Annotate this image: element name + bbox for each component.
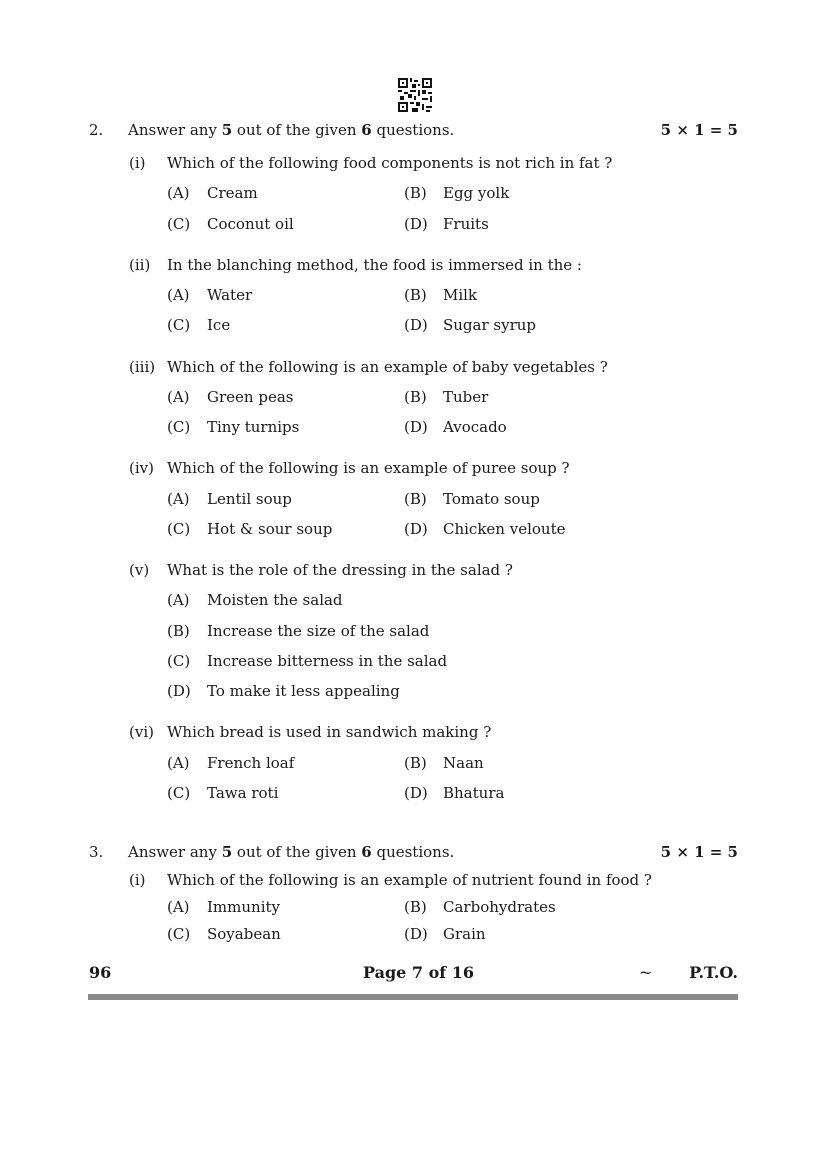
option-text: Tomato soup <box>443 490 540 508</box>
option-letter: (D) <box>404 520 428 538</box>
option-text: Grain <box>443 925 486 943</box>
option-text: Sugar syrup <box>443 316 537 334</box>
option-letter: (D) <box>404 418 428 436</box>
sub-question-text: In the blanching method, the food is immersed in the : <box>167 256 582 274</box>
option-letter: (D) <box>404 925 428 943</box>
option-letter: (B) <box>404 898 427 916</box>
option-letter: (B) <box>404 388 427 406</box>
question-number: 2. <box>89 121 104 139</box>
option-text: Hot & sour soup <box>207 520 333 538</box>
sub-question-text: Which of the following food components is not rich in fat ? <box>167 154 613 172</box>
option-letter: (C) <box>167 520 191 538</box>
sub-question-number: (iv) <box>129 459 154 477</box>
question-instruction: Answer any 5 out of the given 6 questions. <box>128 121 455 139</box>
option-letter: (C) <box>167 316 191 334</box>
option-letter: (A) <box>167 490 190 508</box>
option-letter: (B) <box>404 286 427 304</box>
sub-question-number: (iii) <box>129 358 156 376</box>
option-letter: (D) <box>404 316 428 334</box>
option-text: To make it less appealing <box>207 682 400 700</box>
option-text: Water <box>207 286 253 304</box>
sub-question-number: (i) <box>129 871 146 889</box>
sub-question-number: (ii) <box>129 256 151 274</box>
option-text: Lentil soup <box>207 490 292 508</box>
tilde-mark: ~ <box>639 963 653 982</box>
sub-question-text: Which of the following is an example of nutrient found in food ? <box>167 871 652 889</box>
option-text: Cream <box>207 184 258 202</box>
option-text: Immunity <box>207 898 280 916</box>
option-text: Tawa roti <box>207 784 279 802</box>
qr-code-icon <box>398 78 432 112</box>
option-letter: (B) <box>404 184 427 202</box>
option-text: Increase bitterness in the salad <box>207 652 448 670</box>
pto-label: P.T.O. <box>689 963 738 982</box>
option-letter: (A) <box>167 591 190 609</box>
question-instruction: Answer any 5 out of the given 6 questions. <box>128 843 455 861</box>
option-text: Fruits <box>443 215 489 233</box>
option-letter: (A) <box>167 388 190 406</box>
option-letter: (A) <box>167 286 190 304</box>
option-letter: (C) <box>167 215 191 233</box>
option-text: Soyabean <box>207 925 281 943</box>
option-text: Tuber <box>443 388 489 406</box>
question-number: 3. <box>89 843 104 861</box>
option-letter: (C) <box>167 652 191 670</box>
option-text: Carbohydrates <box>443 898 556 916</box>
option-text: Tiny turnips <box>207 418 300 436</box>
option-letter: (C) <box>167 418 191 436</box>
marks-label: 5 × 1 = 5 <box>660 121 738 139</box>
option-text: Green peas <box>207 388 294 406</box>
option-text: Ice <box>207 316 231 334</box>
sub-question-number: (vi) <box>129 723 154 741</box>
option-letter: (D) <box>404 215 428 233</box>
option-letter: (B) <box>404 754 427 772</box>
option-text: Naan <box>443 754 484 772</box>
option-letter: (B) <box>167 622 190 640</box>
option-letter: (A) <box>167 898 190 916</box>
sub-question-number: (i) <box>129 154 146 172</box>
option-text: Egg yolk <box>443 184 510 202</box>
option-letter: (A) <box>167 184 190 202</box>
option-letter: (A) <box>167 754 190 772</box>
page-number: Page 7 of 16 <box>363 963 474 982</box>
option-letter: (C) <box>167 784 191 802</box>
option-text: Chicken veloute <box>443 520 566 538</box>
option-text: Avocado <box>443 418 507 436</box>
sub-question-text: Which bread is used in sandwich making ? <box>167 723 492 741</box>
marks-label: 5 × 1 = 5 <box>660 843 738 861</box>
option-text: Increase the size of the salad <box>207 622 430 640</box>
option-text: Milk <box>443 286 478 304</box>
sub-question-text: What is the role of the dressing in the salad ? <box>167 561 513 579</box>
sub-question-number: (v) <box>129 561 150 579</box>
option-letter: (D) <box>167 682 191 700</box>
option-text: Coconut oil <box>207 215 294 233</box>
footer-divider <box>88 994 738 1000</box>
option-text: Moisten the salad <box>207 591 343 609</box>
option-text: French loaf <box>207 754 295 772</box>
paper-code: 96 <box>89 963 112 982</box>
option-letter: (C) <box>167 925 191 943</box>
sub-question-text: Which of the following is an example of puree soup ? <box>167 459 570 477</box>
option-letter: (D) <box>404 784 428 802</box>
sub-question-text: Which of the following is an example of baby vegetables ? <box>167 358 608 376</box>
option-letter: (B) <box>404 490 427 508</box>
option-text: Bhatura <box>443 784 505 802</box>
